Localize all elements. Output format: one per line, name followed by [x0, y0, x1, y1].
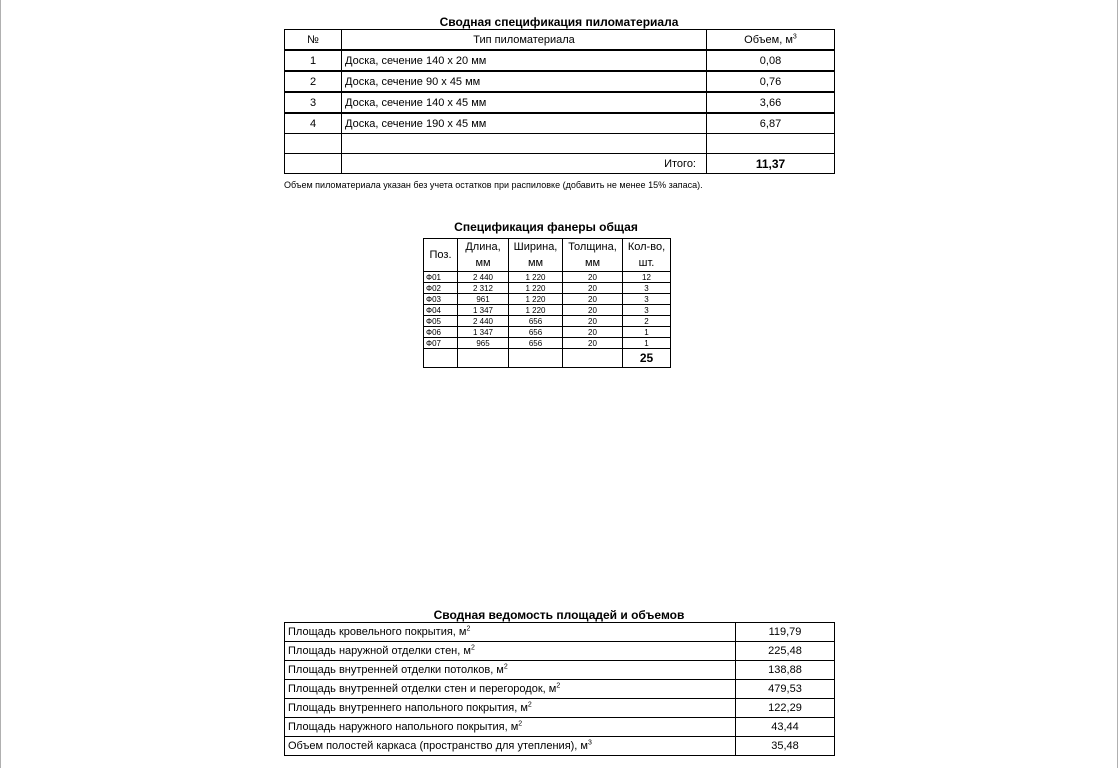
- row-volume: 6,87: [707, 113, 835, 134]
- row-length: 961: [458, 294, 509, 305]
- areas-title: Сводная ведомость площадей и объемов: [433, 608, 685, 622]
- area-value: 225,48: [736, 642, 835, 661]
- row-thickness: 20: [563, 283, 623, 294]
- row-length: 965: [458, 338, 509, 349]
- area-unit-sup: 2: [518, 720, 523, 728]
- row-type: Доска, сечение 140 х 45 мм: [342, 92, 707, 113]
- row-thickness: 20: [563, 294, 623, 305]
- plywood-spec-title: Спецификация фанеры общая: [454, 220, 638, 234]
- row-thickness: 20: [563, 305, 623, 316]
- area-unit-sup: 2: [556, 682, 561, 690]
- table-row: [424, 327, 671, 338]
- row-num: 3: [285, 92, 342, 113]
- table-row: [424, 338, 671, 349]
- row-length: 2 440: [458, 272, 509, 283]
- table-header-row: [285, 30, 835, 51]
- row-type: Доска, сечение 140 х 20 мм: [342, 50, 707, 71]
- table-total-row: [424, 349, 671, 368]
- plywood-spec-table: [423, 238, 671, 368]
- row-length: 2 312: [458, 283, 509, 294]
- empty-cell: [509, 349, 563, 368]
- row-num: 1: [285, 50, 342, 71]
- table-row: [285, 737, 835, 756]
- row-qty: 3: [623, 294, 671, 305]
- row-pos: Ф06: [424, 327, 458, 338]
- area-unit-sup: 2: [466, 625, 471, 633]
- table-row: [424, 272, 671, 283]
- total-value: 11,37: [707, 154, 835, 174]
- row-type: Доска, сечение 190 х 45 мм: [342, 113, 707, 134]
- total-label: Итого:: [342, 154, 707, 174]
- area-label-text: Площадь кровельного покрытия, м: [288, 626, 467, 638]
- empty-cell: [342, 134, 707, 154]
- row-volume: 3,66: [707, 92, 835, 113]
- row-num: 4: [285, 113, 342, 134]
- empty-cell: [285, 134, 342, 154]
- table-empty-row: [285, 134, 835, 154]
- table-row: [424, 294, 671, 305]
- area-value: 122,29: [736, 699, 835, 718]
- table-row: [285, 642, 835, 661]
- area-label-text: Площадь наружного напольного покрытия, м: [288, 721, 519, 733]
- row-pos: Ф03: [424, 294, 458, 305]
- table-row: [285, 71, 835, 92]
- header-width: Ширина, мм: [509, 239, 563, 272]
- table-row: [424, 305, 671, 316]
- row-width: 656: [509, 327, 563, 338]
- row-width: 1 220: [509, 272, 563, 283]
- area-label-text: Площадь внутреннего напольного покрытия, м: [288, 702, 528, 714]
- header-volume-label: Объем, м: [744, 33, 793, 46]
- header-length: Длина, мм: [458, 239, 509, 272]
- area-label: [285, 623, 736, 642]
- area-label: [285, 661, 736, 680]
- area-unit-sup: 3: [588, 739, 592, 747]
- area-label: [285, 642, 736, 661]
- row-thickness: 20: [563, 272, 623, 283]
- empty-cell: [424, 349, 458, 368]
- area-label: [285, 699, 736, 718]
- lumber-spec-title: Сводная спецификация пиломатериала: [439, 15, 679, 29]
- row-pos: Ф04: [424, 305, 458, 316]
- header-type: Тип пиломатериала: [342, 30, 707, 51]
- row-thickness: 20: [563, 316, 623, 327]
- header-qty: Кол-во, шт.: [623, 239, 671, 272]
- table-row: [424, 316, 671, 327]
- table-header-row: [424, 239, 671, 272]
- area-value: 479,53: [736, 680, 835, 699]
- table-row: [285, 699, 835, 718]
- area-label-text: Площадь наружной отделки стен, м: [288, 645, 471, 657]
- row-qty: 1: [623, 327, 671, 338]
- row-width: 1 220: [509, 294, 563, 305]
- row-width: 656: [509, 316, 563, 327]
- row-width: 1 220: [509, 283, 563, 294]
- table-row: [285, 113, 835, 134]
- header-thickness: Толщина, мм: [563, 239, 623, 272]
- area-label-text: Площадь внутренней отделки потолков, м: [288, 664, 504, 676]
- empty-cell: [458, 349, 509, 368]
- row-pos: Ф01: [424, 272, 458, 283]
- table-row: [285, 92, 835, 113]
- row-type: Доска, сечение 90 х 45 мм: [342, 71, 707, 92]
- header-volume-sup: 3: [792, 32, 797, 40]
- table-row: [285, 680, 835, 699]
- table-row: [285, 623, 835, 642]
- row-thickness: 20: [563, 338, 623, 349]
- area-label: [285, 718, 736, 737]
- area-unit-sup: 2: [527, 701, 532, 709]
- header-num: №: [285, 30, 342, 51]
- lumber-note: Объем пиломатериала указан без учета остатков при распиловке (добавить не менее 15% запаса).: [284, 180, 703, 190]
- lumber-spec-table: [284, 29, 835, 174]
- page-left-edge: [0, 0, 1, 768]
- row-width: 1 220: [509, 305, 563, 316]
- area-unit-sup: 2: [470, 644, 475, 652]
- areas-table: [284, 622, 835, 756]
- area-value: 119,79: [736, 623, 835, 642]
- table-row: [285, 661, 835, 680]
- row-width: 656: [509, 338, 563, 349]
- row-thickness: 20: [563, 327, 623, 338]
- row-volume: 0,08: [707, 50, 835, 71]
- header-volume: [707, 30, 835, 51]
- header-pos: Поз.: [424, 239, 458, 272]
- row-volume: 0,76: [707, 71, 835, 92]
- row-qty: 1: [623, 338, 671, 349]
- table-row: [424, 283, 671, 294]
- table-row: [285, 718, 835, 737]
- empty-cell: [285, 154, 342, 174]
- row-length: 1 347: [458, 327, 509, 338]
- row-pos: Ф07: [424, 338, 458, 349]
- row-pos: Ф05: [424, 316, 458, 327]
- area-value: 35,48: [736, 737, 835, 756]
- area-value: 138,88: [736, 661, 835, 680]
- row-pos: Ф02: [424, 283, 458, 294]
- row-qty: 3: [623, 283, 671, 294]
- empty-cell: [563, 349, 623, 368]
- row-qty: 3: [623, 305, 671, 316]
- row-length: 2 440: [458, 316, 509, 327]
- total-qty: 25: [623, 349, 671, 368]
- area-label-text: Площадь внутренней отделки стен и перегородок, м: [288, 683, 557, 695]
- area-label: [285, 680, 736, 699]
- table-row: [285, 50, 835, 71]
- row-num: 2: [285, 71, 342, 92]
- row-qty: 12: [623, 272, 671, 283]
- area-label: [285, 737, 736, 756]
- area-unit-sup: 2: [503, 663, 508, 671]
- empty-cell: [707, 134, 835, 154]
- table-total-row: [285, 154, 835, 174]
- area-value: 43,44: [736, 718, 835, 737]
- row-qty: 2: [623, 316, 671, 327]
- area-label-text: Объем полостей каркаса (пространство для утепления), м: [288, 740, 588, 752]
- row-length: 1 347: [458, 305, 509, 316]
